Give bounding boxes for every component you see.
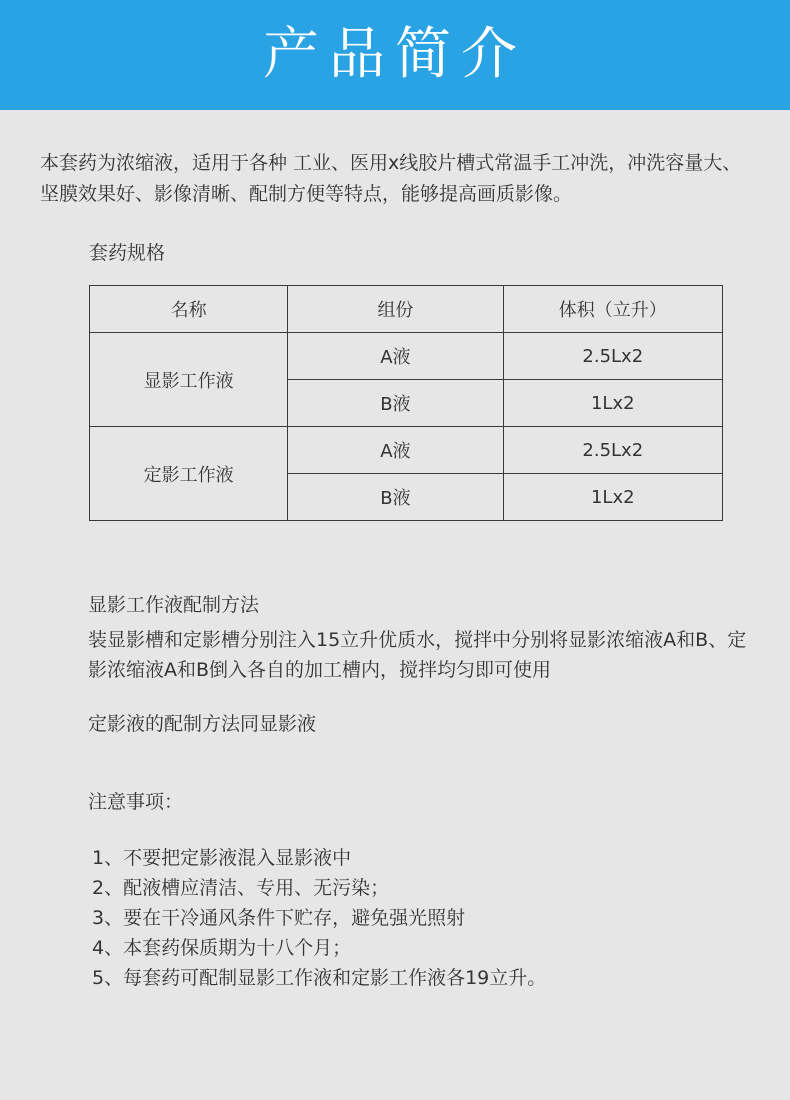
table-header-row — [90, 286, 723, 333]
table-row — [90, 333, 723, 380]
group-name-fixer: 定影工作液 — [90, 427, 288, 521]
header-banner — [0, 0, 790, 110]
volume-cell: 2.5Lx2 — [503, 333, 722, 380]
list-item: 2、配液槽应清洁、专用、无污染； — [92, 877, 390, 899]
page-title: 产品简介 — [263, 22, 527, 87]
header-volume: 体积（立升） — [503, 286, 722, 333]
part-cell: A液 — [288, 427, 503, 474]
list-item: 1、不要把定影液混入显影液中 — [92, 847, 352, 869]
part-cell: B液 — [288, 380, 503, 427]
list-item: 3、要在干冷通风条件下贮存，避免强光照射 — [92, 907, 466, 929]
group-name-developer: 显影工作液 — [90, 333, 288, 427]
header-name: 名称 — [90, 286, 288, 333]
fixer-note: 定影液的配制方法同显影液 — [88, 713, 317, 735]
method-body: 装显影槽和定影槽分别注入15立升优质水，搅拌中分别将显影浓缩液A和B、定影浓缩液A和B倒入各自的加工槽内，搅拌均匀即可使用 — [88, 629, 747, 681]
part-cell: B液 — [288, 474, 503, 521]
header-part: 组份 — [288, 286, 503, 333]
spec-title: 套药规格 — [89, 242, 166, 264]
list-item: 5、每套药可配制显影工作液和定影工作液各19立升。 — [92, 967, 547, 989]
notes-title: 注意事项： — [88, 791, 184, 813]
volume-cell: 1Lx2 — [503, 474, 722, 521]
method-title: 显影工作液配制方法 — [88, 594, 260, 616]
notes-list — [92, 843, 546, 993]
list-item: 4、本套药保质期为十八个月； — [92, 937, 352, 959]
table-row — [90, 427, 723, 474]
volume-cell: 2.5Lx2 — [503, 427, 722, 474]
spec-table — [89, 285, 723, 521]
volume-cell: 1Lx2 — [503, 380, 722, 427]
part-cell: A液 — [288, 333, 503, 380]
intro-text: 本套药为浓缩液，适用于各种 工业、医用x线胶片槽式常温手工冲洗，冲洗容量大、坚膜效果好、影像清晰、配制方便等特点，能够提高画质影像。 — [40, 152, 742, 205]
